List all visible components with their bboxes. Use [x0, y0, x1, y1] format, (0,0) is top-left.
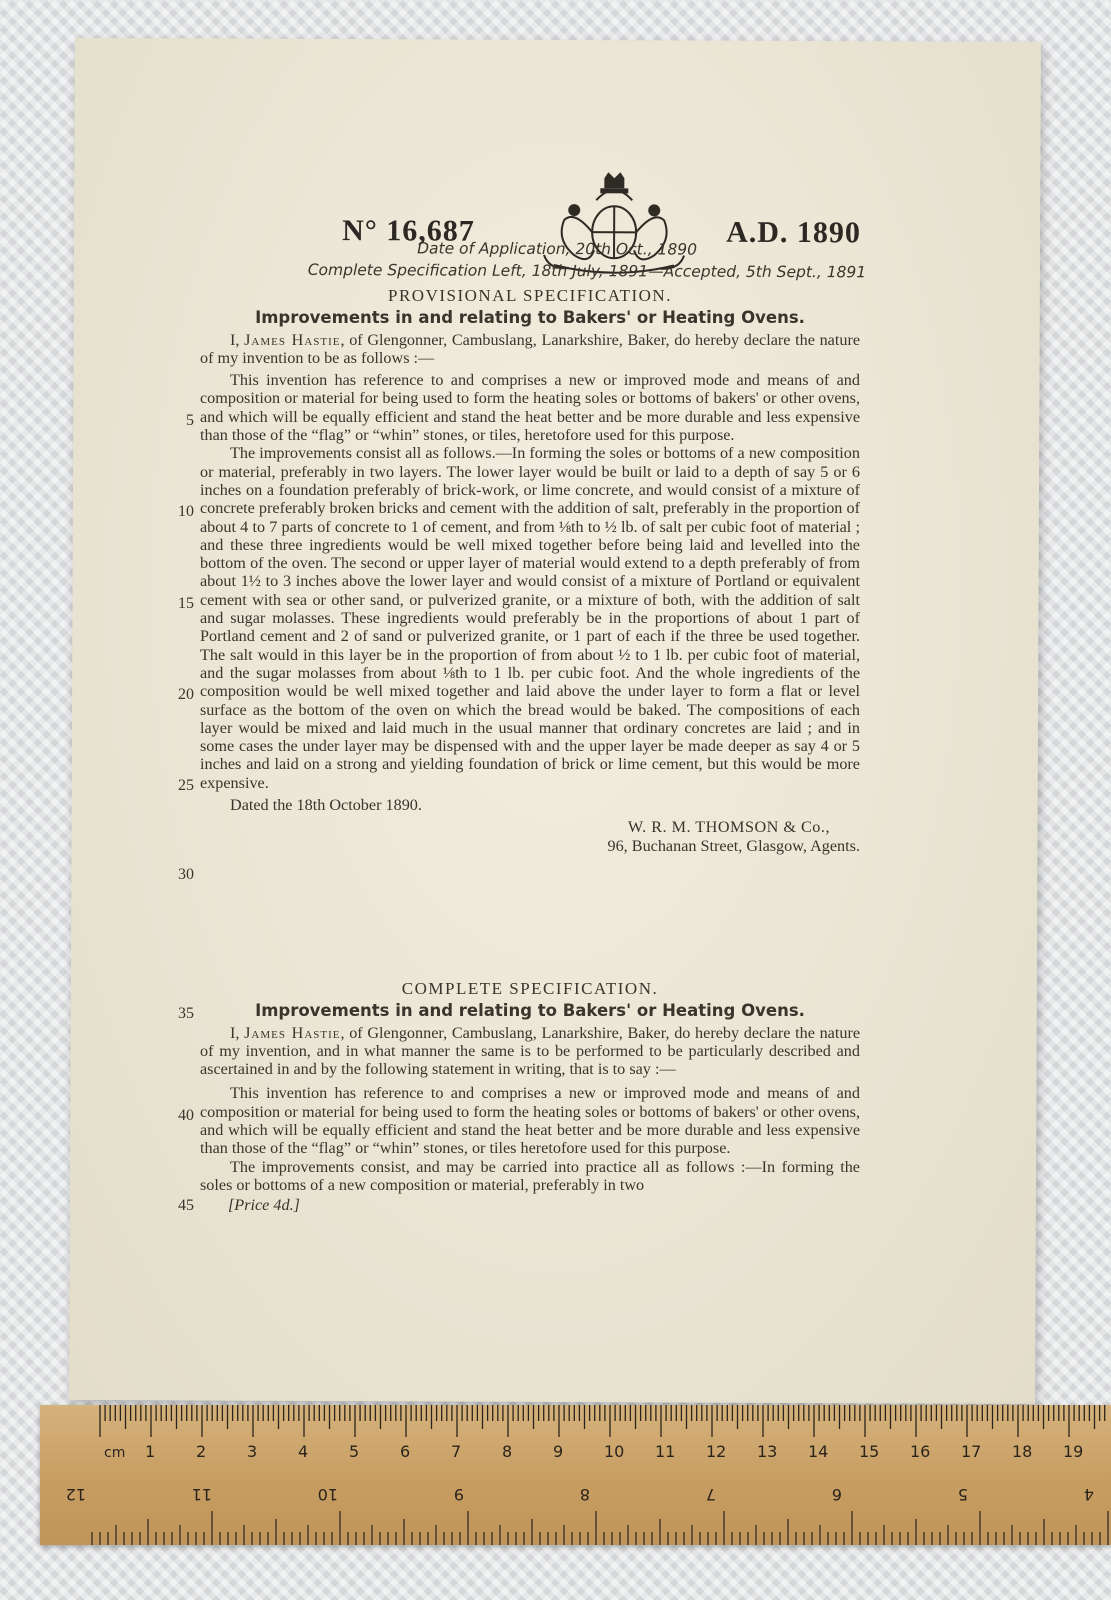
cm-mark-label: 8 — [502, 1442, 513, 1461]
application-date: Date of Application, 20th Oct., 1890 — [417, 239, 698, 259]
cm-mark-label: 2 — [196, 1442, 207, 1461]
inch-mark-label: 8 — [579, 1485, 590, 1504]
line-number: 25 — [178, 777, 194, 794]
provisional-intro: I, James Hastie, of Glengonner, Cambuslang, Lanarkshire, Baker, do hereby declare the nature of my invention to be as follows :— — [200, 330, 861, 367]
cm-mark-label: 18 — [1012, 1442, 1033, 1461]
cm-mark-label: 13 — [757, 1442, 778, 1461]
line-number: 35 — [178, 1005, 194, 1022]
inventor-name: James Hastie — [244, 330, 341, 349]
provisional-paragraph-1: This invention has reference to and comprises a new or improved mode and means of and composition or material for being used to form the heating soles or bottoms of bakers' or other ovens, and which will be equally efficient and stand the heat better and be more durable and less expensive than those of the “flag” or “whin” stones, or tiles, heretofore used for this purpose. — [200, 371, 860, 445]
line-number: 15 — [178, 595, 194, 612]
cm-mark-label: 5 — [349, 1442, 360, 1461]
cm-mark-label: 11 — [655, 1442, 676, 1461]
cm-mark-label: 19 — [1063, 1442, 1084, 1461]
complete-title: Improvements in and relating to Bakers' or Heating Ovens. — [255, 1001, 805, 1021]
royal-coat-of-arms-icon — [534, 170, 694, 276]
line-number: 45 — [178, 1197, 194, 1214]
cm-mark-label: 4 — [298, 1442, 309, 1461]
cm-mark-label: 17 — [961, 1442, 982, 1461]
inch-mark-label: 10 — [317, 1485, 338, 1504]
inch-mark-label: 4 — [1083, 1485, 1094, 1504]
inch-mark-label: 11 — [191, 1485, 212, 1504]
provisional-paragraph-2: The improvements consist all as follows.—In forming the soles or bottoms of a new composition or material, preferably in two layers. The lower layer would be built or laid to a depth of say 5 or 6 inches on a foundation preferably of brick-work, or lime concrete, and would consist of a mixture of concrete preferably broken bricks and cement with the addition of salt, preferably in the proportion of about 4 to 7 parts of concrete to 1 of cement, and from ⅛th to ½ lb. of salt per cubic foot of material ; and these three ingredients would be well mixed together before being laid and levelled into the bottom of the oven. The second or upper layer of material would extend to a depth preferably of from about 1½ to 3 inches above the lower layer and would consist of a mixture of Portland or equivalent cement with sea or other sand, or pulverized granite, or a mixture of both, with the addition of salt and sugar molasses. These ingredients would preferably be in the proportions of about 1 part of Portland cement and 2 of sand or pulverized granite, or 1 part of each if the three be used together. The salt would in this layer be in the proportion of from about ½ to 1 lb. per cubic foot of material, and the sugar molasses from about ⅛th to 1 lb. per cubic foot. And the whole ingredients of the composition would be well mixed together and laid above the under layer to form a flat or level surface as the bottom of the oven on which the bread would be baked. The compositions of each layer would be mixed and laid much in the usual manner that ordinary concretes are laid ; and in some cases the under layer may be dispensed with and the upper layer be made deeper as say 4 or 5 inches and laid on a strong and yielding foundation of brick or lime cement, but this would be more expensive. — [200, 444, 860, 792]
inch-mark-label: 7 — [705, 1485, 716, 1504]
ruler — [40, 1405, 1111, 1545]
cm-mark-label: 9 — [553, 1442, 564, 1461]
cm-mark-label: 6 — [400, 1442, 411, 1461]
line-number: 40 — [178, 1107, 194, 1124]
cm-mark-label: 1 — [145, 1442, 156, 1461]
agent-name: W. R. M. THOMSON & Co., — [627, 818, 830, 837]
line-number: 20 — [178, 686, 194, 703]
inventor-name: James Hastie — [244, 1023, 341, 1042]
complete-specification — [200, 980, 860, 1215]
inch-mark-label: 5 — [957, 1485, 968, 1504]
cm-mark-label: 15 — [859, 1442, 880, 1461]
dated-line: Dated the 18th October 1890. — [230, 796, 422, 815]
cm-unit-label: cm — [104, 1445, 126, 1461]
cm-mark-label: 16 — [910, 1442, 931, 1461]
cm-mark-label: 14 — [808, 1442, 829, 1461]
line-number: 30 — [178, 866, 194, 883]
ruler-markings — [40, 1405, 1111, 1545]
line-number: 10 — [178, 503, 194, 520]
inch-mark-label: 12 — [65, 1485, 86, 1504]
cm-mark-label: 10 — [604, 1442, 625, 1461]
complete-paragraph-1: This invention has reference to and comprises a new or improved mode and means of and composition or material for being used to form the heating soles or bottoms of bakers' or other ovens, and which will be equally efficient and stand the heat better and be more durable and less expensive than those of the “flag” or “whin” stones, or tiles heretofore used for this purpose. — [200, 1084, 860, 1158]
inch-mark-label: 9 — [453, 1485, 464, 1504]
complete-heading: COMPLETE SPECIFICATION. — [401, 979, 659, 998]
patent-number: N° 16,687 — [342, 214, 475, 248]
complete-intro: I, James Hastie, of Glengonner, Cambuslang, Lanarkshire, Baker, do hereby declare the nature of my invention, and in what manner the same is to be performed to be particularly described and ascertained in and by the following statement in writing, that is to say :— — [200, 1023, 861, 1079]
provisional-heading: PROVISIONAL SPECIFICATION. — [388, 286, 672, 305]
agent-address: 96, Buchanan Street, Glasgow, Agents. — [607, 836, 860, 855]
patent-year: A.D. 1890 — [726, 215, 862, 250]
inch-mark-label: 6 — [831, 1485, 842, 1504]
complete-paragraph-2: The improvements consist, and may be carried into practice all as follows :—In forming the soles or bottoms of a new composition or material, preferably in two — [200, 1157, 860, 1194]
cm-mark-label: 7 — [451, 1442, 462, 1461]
cm-mark-label: 3 — [247, 1442, 258, 1461]
provisional-title: Improvements in and relating to Bakers' or Heating Ovens. — [255, 308, 805, 328]
cm-mark-label: 12 — [706, 1442, 727, 1461]
price-label: [Price 4d.] — [228, 1196, 300, 1215]
line-number: 5 — [186, 412, 194, 429]
provisional-specification — [200, 287, 860, 855]
specification-dates: Complete Specification Left, 18th July, 1891—Accepted, 5th Sept., 1891 — [307, 260, 867, 282]
